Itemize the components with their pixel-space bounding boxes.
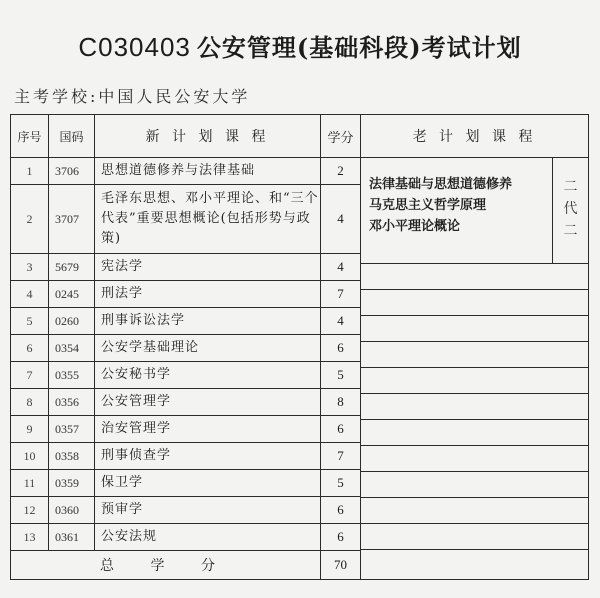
row-index: 5 — [11, 308, 49, 335]
row-code: 0359 — [49, 470, 95, 497]
row-course-name: 公安秘书学 — [95, 362, 321, 389]
row-index: 1 — [11, 158, 49, 185]
row-index: 8 — [11, 389, 49, 416]
row-course-name: 公安法规 — [95, 524, 321, 551]
row-code: 0357 — [49, 416, 95, 443]
row-code: 0245 — [49, 281, 95, 308]
table-row — [11, 158, 589, 185]
row-code: 0361 — [49, 524, 95, 551]
row-index: 13 — [11, 524, 49, 551]
old-course-block — [361, 158, 588, 264]
row-course-name: 保卫学 — [95, 470, 321, 497]
row-index: 7 — [11, 362, 49, 389]
total-label: 总 学 分 — [11, 551, 321, 580]
row-index: 4 — [11, 281, 49, 308]
row-code: 0358 — [49, 443, 95, 470]
header-index: 序号 — [11, 115, 49, 158]
row-code: 5679 — [49, 254, 95, 281]
total-credits: 70 — [321, 551, 361, 580]
header-old-course: 老 计 划 课 程 — [361, 115, 589, 158]
row-code: 0355 — [49, 362, 95, 389]
row-course-name: 治安管理学 — [95, 416, 321, 443]
row-code: 0260 — [49, 308, 95, 335]
old-course-item: 邓小平理论概论 — [369, 219, 461, 234]
row-credits: 6 — [321, 524, 361, 551]
row-credits: 8 — [321, 389, 361, 416]
header-new-course: 新 计 划 课 程 — [95, 115, 321, 158]
row-index: 6 — [11, 335, 49, 362]
old-course-list — [361, 158, 552, 263]
row-credits: 2 — [321, 158, 361, 185]
row-index: 12 — [11, 497, 49, 524]
row-course-name: 刑事侦查学 — [95, 443, 321, 470]
row-credits: 7 — [321, 443, 361, 470]
row-index: 2 — [11, 185, 49, 254]
row-course-name: 刑法学 — [95, 281, 321, 308]
row-index: 9 — [11, 416, 49, 443]
row-credits: 6 — [321, 416, 361, 443]
row-credits: 4 — [321, 185, 361, 254]
row-code: 3707 — [49, 185, 95, 254]
row-index: 10 — [11, 443, 49, 470]
old-course-empty-rows — [361, 264, 588, 550]
row-code: 0354 — [49, 335, 95, 362]
table-header-row — [11, 115, 589, 158]
row-credits: 7 — [321, 281, 361, 308]
page-title — [0, 28, 600, 63]
host-school: 主考学校:中国人民公安大学 — [14, 87, 251, 106]
old-course-item: 法律基础与思想道德修养 — [369, 177, 513, 192]
row-course-name: 公安管理学 — [95, 389, 321, 416]
row-course-name: 宪法学 — [95, 254, 321, 281]
row-credits: 5 — [321, 470, 361, 497]
row-course-name: 公安学基础理论 — [95, 335, 321, 362]
row-course-name: 毛泽东思想、邓小平理论、和“三个代表”重要思想概论(包括形势与政策) — [95, 185, 321, 254]
exam-plan-table — [10, 114, 589, 580]
old-course-cell — [361, 158, 589, 580]
row-credits: 6 — [321, 335, 361, 362]
row-course-name: 预审学 — [95, 497, 321, 524]
plan-code: C030403 — [78, 32, 191, 62]
row-credits: 5 — [321, 362, 361, 389]
row-credits: 4 — [321, 308, 361, 335]
row-course-name: 思想道德修养与法律基础 — [95, 158, 321, 185]
old-course-tag: 二 代 二 — [552, 158, 588, 263]
header-credits: 学分 — [321, 115, 361, 158]
plan-title: 公安管理(基础科段)考试计划 — [196, 33, 522, 62]
row-code: 0360 — [49, 497, 95, 524]
row-code: 3706 — [49, 158, 95, 185]
row-course-name: 刑事诉讼法学 — [95, 308, 321, 335]
row-credits: 4 — [321, 254, 361, 281]
header-code: 国码 — [49, 115, 95, 158]
row-credits: 6 — [321, 497, 361, 524]
row-index: 11 — [11, 470, 49, 497]
row-code: 0356 — [49, 389, 95, 416]
old-course-item: 马克思主义哲学原理 — [369, 198, 487, 213]
row-index: 3 — [11, 254, 49, 281]
